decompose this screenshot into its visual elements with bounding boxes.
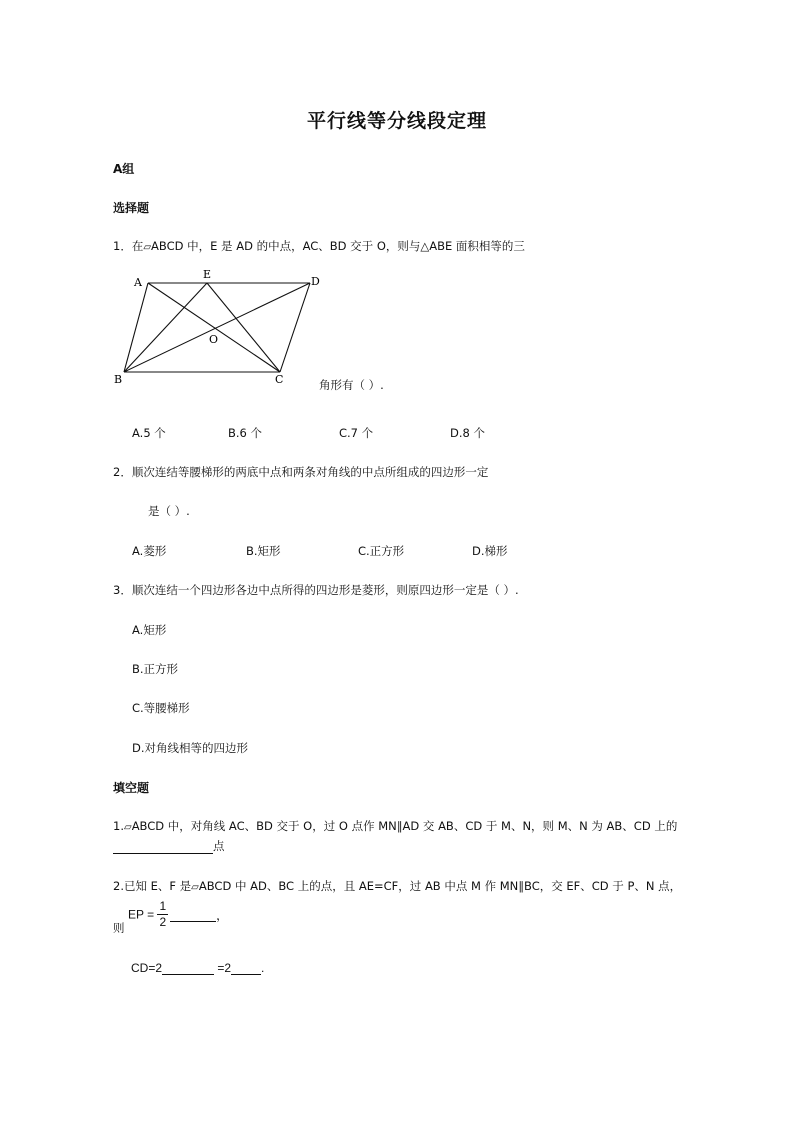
parallelogram-figure (110, 262, 325, 387)
side-DC (280, 283, 310, 372)
f2-stem: ABCD 中 AD、BC 上的点，且 AE=CF，过 AB 中点 M 作 MN∥BC，交 EF、CD 于 P、N 点， (198, 879, 682, 893)
fraction-denominator: 2 (159, 915, 167, 929)
f1-number: 1. (113, 819, 124, 833)
cd-prefix: CD=2 (131, 961, 163, 975)
parallelogram-symbol: ▱ (123, 822, 132, 833)
fill-2-blank-ep[interactable] (170, 907, 216, 922)
question-1-text (113, 238, 525, 254)
parallelogram-symbol: ▱ (191, 882, 199, 893)
q3-option-c: C.等腰梯形 (132, 701, 190, 715)
group-label: A组 (113, 162, 135, 176)
question-2-continuation: 是（ ）. (148, 504, 190, 518)
f2-end: . (261, 961, 265, 975)
q2-option-d: D.梯形 (472, 544, 508, 558)
fill-1-blank[interactable] (113, 839, 213, 854)
fill-2-text (113, 878, 681, 894)
label-A: A (134, 276, 142, 289)
q1-option-a: A.5 个 (132, 426, 166, 440)
q1-option-c: C.7 个 (339, 426, 374, 440)
f1-stem: ABCD 中，对角线 AC、BD 交于 O，过 O 点作 MN∥AD 交 AB、CD 于 M、N，则 M、N 为 AB、CD 上的 (131, 819, 678, 833)
label-E: E (203, 268, 212, 281)
fill-2-cd-expression (131, 961, 264, 975)
eq-mid: =2 (217, 961, 232, 975)
fill-1-answer-line (113, 838, 225, 854)
fill-2-blank-cd2[interactable] (231, 962, 261, 975)
question-3-text: 3．顺次连结一个四边形各边中点所得的四边形是菱形，则原四边形一定是（ ）. (113, 583, 519, 597)
fill-2-ep-expression (128, 899, 228, 930)
fill-1-text (113, 818, 677, 834)
parallelogram-symbol: ▱ (143, 242, 152, 253)
diagonal-BD (124, 283, 310, 372)
f1-tail: 点 (213, 839, 225, 853)
q2-option-c: C.正方形 (358, 544, 405, 558)
q3-option-a: A.矩形 (132, 623, 167, 637)
q3-option-b: B.正方形 (132, 662, 179, 676)
question-1-continuation: 角形有（ ）. (319, 378, 384, 392)
page-title: 平行线等分线段定理 (306, 110, 487, 132)
f2-then: 则 (113, 921, 125, 935)
label-O: O (209, 333, 219, 346)
label-C: C (275, 373, 284, 386)
question-2-text: 2．顺次连结等腰梯形的两底中点和两条对角线的中点所组成的四边形一定 (113, 465, 489, 479)
q2-option-b: B.矩形 (246, 544, 281, 558)
q3-option-d: D.对角线相等的四边形 (132, 741, 249, 755)
q1-prefix: 1．在 (113, 239, 144, 253)
q1-option-d: D.8 个 (450, 426, 485, 440)
fraction-numerator: 1 (159, 899, 167, 913)
section-choice-heading: 选择题 (113, 201, 150, 215)
ep-label: EP = (128, 907, 155, 922)
label-D: D (311, 275, 320, 288)
f2-comma: ， (216, 908, 229, 923)
diagonal-AC (148, 283, 280, 372)
q2-option-a: A.菱形 (132, 544, 167, 558)
fill-2-blank-cd1[interactable] (162, 962, 214, 975)
q1-option-b: B.6 个 (228, 426, 263, 440)
section-fill-heading: 填空题 (113, 781, 150, 795)
label-B: B (114, 373, 123, 386)
f2-prefix: 2.已知 E、F 是 (113, 879, 192, 893)
q1-stem: ABCD 中，E 是 AD 的中点，AC、BD 交于 O，则与△ABE 面积相等的三 (151, 239, 525, 253)
fraction-one-half (157, 899, 168, 930)
